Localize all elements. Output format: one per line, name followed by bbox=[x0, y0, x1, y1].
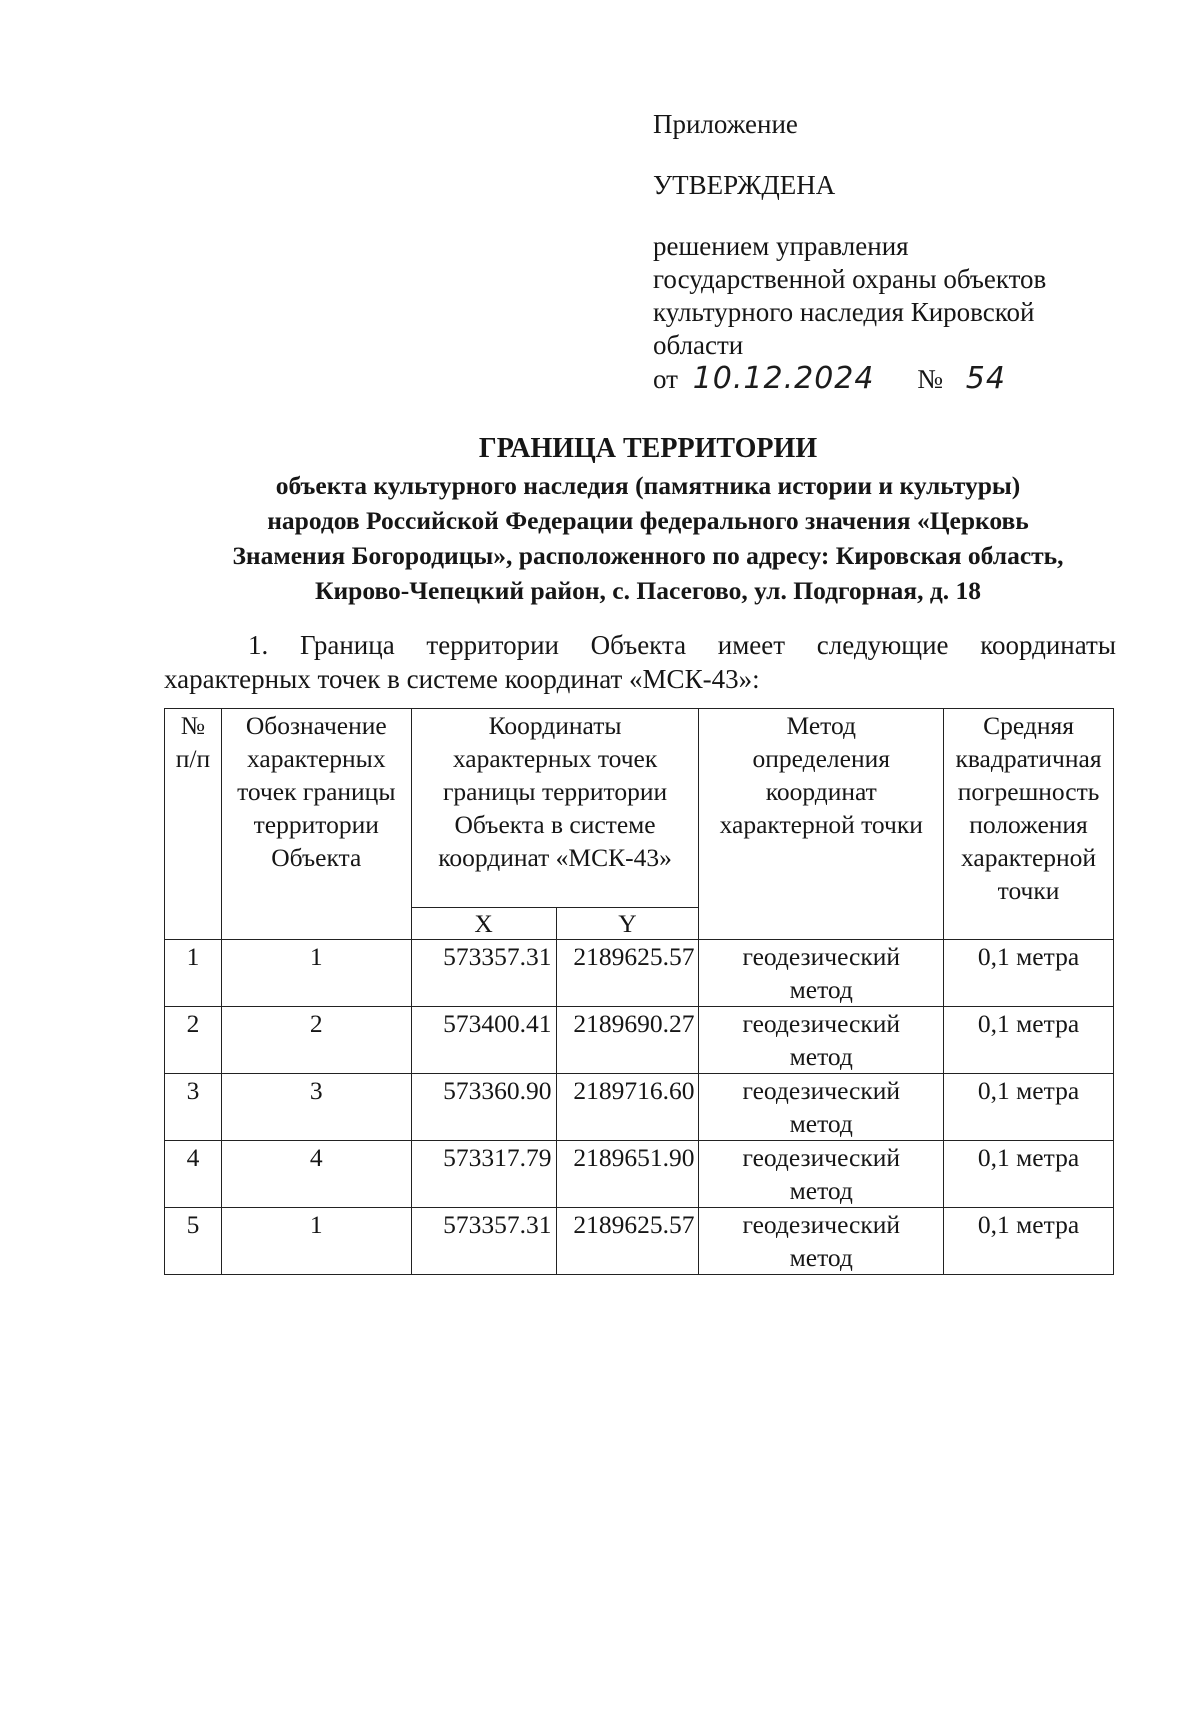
cell-point: 4 bbox=[221, 1141, 411, 1208]
cell-y: 2189625.57 bbox=[556, 1208, 699, 1275]
heading-title: ГРАНИЦА ТЕРРИТОРИИ bbox=[478, 433, 818, 464]
table-row bbox=[165, 940, 1114, 1007]
cell-method: геодезический метод bbox=[699, 940, 944, 1007]
decision-line: культурного наследия Кировской bbox=[653, 297, 1035, 327]
cell-error: 0,1 метра bbox=[944, 940, 1114, 1007]
heading-line: народов Российской Федерации федерального значения «Церковь bbox=[267, 506, 1029, 535]
handwritten-number: 54 bbox=[965, 361, 1006, 396]
header-coordinates: Координаты характерных точек границы территории Объекта в системе координат «МСК-43» bbox=[411, 709, 699, 908]
cell-x: 573357.31 bbox=[411, 940, 556, 1007]
approval-block bbox=[653, 108, 1113, 396]
cell-number: 1 bbox=[165, 940, 222, 1007]
cell-method: геодезический метод bbox=[699, 1074, 944, 1141]
cell-point: 2 bbox=[221, 1007, 411, 1074]
cell-y: 2189625.57 bbox=[556, 940, 699, 1007]
cell-x: 573357.31 bbox=[411, 1208, 556, 1275]
date-line bbox=[653, 361, 1006, 396]
paragraph-word: Объекта bbox=[590, 630, 687, 660]
paragraph-line-2: характерных точек в системе координат «МСК-43»: bbox=[164, 664, 760, 694]
cell-number: 4 bbox=[165, 1141, 222, 1208]
cell-y: 2189690.27 bbox=[556, 1007, 699, 1074]
cell-y: 2189716.60 bbox=[556, 1074, 699, 1141]
cell-point: 3 bbox=[221, 1074, 411, 1141]
paragraph-word: имеет bbox=[717, 630, 786, 660]
cell-number: 5 bbox=[165, 1208, 222, 1275]
paragraph-word: 1. bbox=[248, 630, 269, 660]
heading-line: Кирово-Чепецкий район, с. Пасегово, ул. Подгорная, д. 18 bbox=[314, 576, 981, 605]
intro-paragraph bbox=[164, 628, 1116, 696]
cell-number: 3 bbox=[165, 1074, 222, 1141]
decision-line: решением управления bbox=[653, 231, 909, 261]
number-sign: № bbox=[917, 364, 943, 394]
header-number: № п/п bbox=[165, 709, 222, 940]
cell-error: 0,1 метра bbox=[944, 1074, 1114, 1141]
cell-x: 573360.90 bbox=[411, 1074, 556, 1141]
heading-line: Знамения Богородицы», расположенного по адресу: Кировская область, bbox=[232, 541, 1064, 570]
header-error: Средняя квадратичная погрешность положения характерной точки bbox=[944, 709, 1114, 940]
heading-line: объекта культурного наследия (памятника истории и культуры) bbox=[275, 471, 1021, 500]
coordinates-table bbox=[164, 708, 1114, 1275]
table-row bbox=[165, 1007, 1114, 1074]
cell-method: геодезический метод bbox=[699, 1208, 944, 1275]
cell-error: 0,1 метра bbox=[944, 1141, 1114, 1208]
cell-method: геодезический метод bbox=[699, 1007, 944, 1074]
table-row bbox=[165, 1141, 1114, 1208]
table-row bbox=[165, 1208, 1114, 1275]
approved-label: УТВЕРЖДЕНА bbox=[653, 170, 836, 200]
header-x: X bbox=[411, 908, 556, 940]
cell-method: геодезический метод bbox=[699, 1141, 944, 1208]
header-y: Y bbox=[556, 908, 699, 940]
paragraph-word: следующие bbox=[816, 630, 949, 660]
decision-line: области bbox=[653, 330, 744, 360]
date-prefix: от bbox=[653, 364, 678, 394]
header-designation: Обозначение характерных точек границы территории Объекта bbox=[221, 709, 411, 940]
paragraph-word: территории bbox=[426, 630, 559, 660]
appendix-label: Приложение bbox=[653, 109, 798, 139]
table-row bbox=[165, 1074, 1114, 1141]
cell-y: 2189651.90 bbox=[556, 1141, 699, 1208]
cell-point: 1 bbox=[221, 1208, 411, 1275]
header-method: Метод определения координат характерной точки bbox=[699, 709, 944, 940]
cell-x: 573400.41 bbox=[411, 1007, 556, 1074]
cell-error: 0,1 метра bbox=[944, 1208, 1114, 1275]
decision-line: государственной охраны объектов bbox=[653, 264, 1047, 294]
cell-number: 2 bbox=[165, 1007, 222, 1074]
handwritten-date: 10.12.2024 bbox=[692, 361, 875, 396]
paragraph-line-1 bbox=[164, 628, 1116, 662]
cell-error: 0,1 метра bbox=[944, 1007, 1114, 1074]
document-heading bbox=[150, 430, 1146, 608]
cell-x: 573317.79 bbox=[411, 1141, 556, 1208]
cell-point: 1 bbox=[221, 940, 411, 1007]
paragraph-word: координаты bbox=[980, 630, 1116, 660]
paragraph-word: Граница bbox=[299, 630, 395, 660]
